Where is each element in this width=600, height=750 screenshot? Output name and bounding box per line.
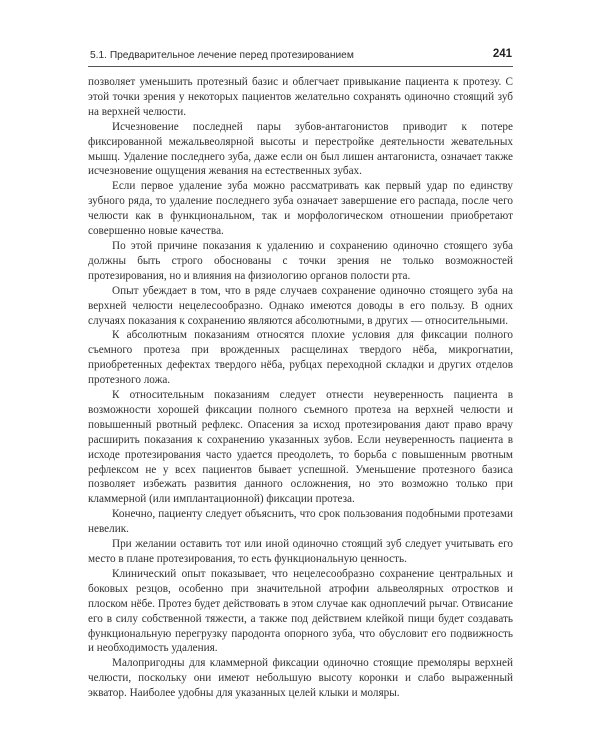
page-number: 241 (492, 48, 512, 60)
paragraph: Опыт убеждает в том, что в ряде случаев сохранение одиночно стоящего зуба на верхней челюсти нецелесообразно. Однако имеются доводы в его пользу. В одних случаях показания к сохранению являются абсолютными, в других — относительными. (88, 284, 513, 327)
paragraph: По этой причине показания к удалению и сохранению одиночно стоящего зуба должны быть строго обоснованы с точки зрения не только возможностей протезирования, но и влияния на физиологию органов полости рта. (88, 239, 513, 282)
paragraph: Малопригодны для кламмерной фиксации одиночно стоящие премоляры верхней челюсти, поскольку они имеют небольшую высоту коронки и слабо выраженный экватор. Наиболее удобны для указанных целей клыки и моляры. (88, 657, 513, 700)
paragraph: К абсолютным показаниям относятся плохие условия для фиксации полного съемного протеза при врожденных расщелинах твердого нёба, микрогнатии, приобретенных дефектах твердого нёба, рубцах переходной складки и других отделов протезного ложа. (88, 329, 513, 387)
paragraph: позволяет уменьшить протезный базис и облегчает привыкание пациента к протезу. С этой точки зрения у некоторых пациентов желательно сохранять одиночно стоящий зуб на верхней челюсти. (88, 76, 513, 118)
paragraph: К относительным показаниям следует отнести неуверенность пациента в возможности хорошей фиксации полного съемного протеза на верхней челюсти и повышенный рвотный рефлекс. Опасения за исход протезирования дают право врачу расширить показания к сохранению указанных зубов. Если неуверенность пациента в исходе протезирования часто удается преодолеть, то борьба с повышенным рвотным рефлексом не у всех пациентов бывает успешной. Уменьшение протезного базиса позволяет избежать развития данного осложнения, но это возможно только при кламмерной (или имплантационной) фиксации протеза. (88, 389, 513, 506)
paragraph: Клинический опыт показывает, что нецелесообразно сохранение центральных и боковых резцов, особенно при значительной атрофии альвеолярных отростков и плоском нёбе. Протез будет действовать в этом случае как одноплечий рычаг. Отвисание его в силу собственной тяжести, а также под действием клейкой пищи будет создавать функциональную перегрузку пародонта опорного зуба, что обусловит его подвижность и необходимость удаления. (88, 567, 513, 655)
paragraph: При желании оставить тот или иной одиночно стоящий зуб следует учитывать его место в плане протезирования, то есть функциональную ценность. (88, 538, 513, 565)
section-title: 5.1. Предварительное лечение перед протезированием (90, 50, 354, 61)
paragraph: Конечно, пациенту следует объяснить, что срок пользования подобными протезами невелик. (88, 508, 513, 536)
running-header (88, 46, 512, 64)
header-rule (88, 66, 513, 67)
paragraph: Исчезновение последней пары зубов-антагонистов приводит к потере фиксированной межальвеолярной высоты и перестройке деятельности жевательных мышц. Удаление последнего зуба, даже если он был лишен антагониста, означает также исчезновение ощущения жевания на естественных зубах. (88, 120, 513, 178)
paragraph: Если первое удаление зуба можно рассматривать как первый удар по единству зубного ряда, то удаление последнего зуба означает завершение его распада, после чего челюсти как в функциональном, так и морфологическом отношении приобретают совершенно новые качества. (88, 180, 513, 238)
body-text (88, 75, 513, 701)
